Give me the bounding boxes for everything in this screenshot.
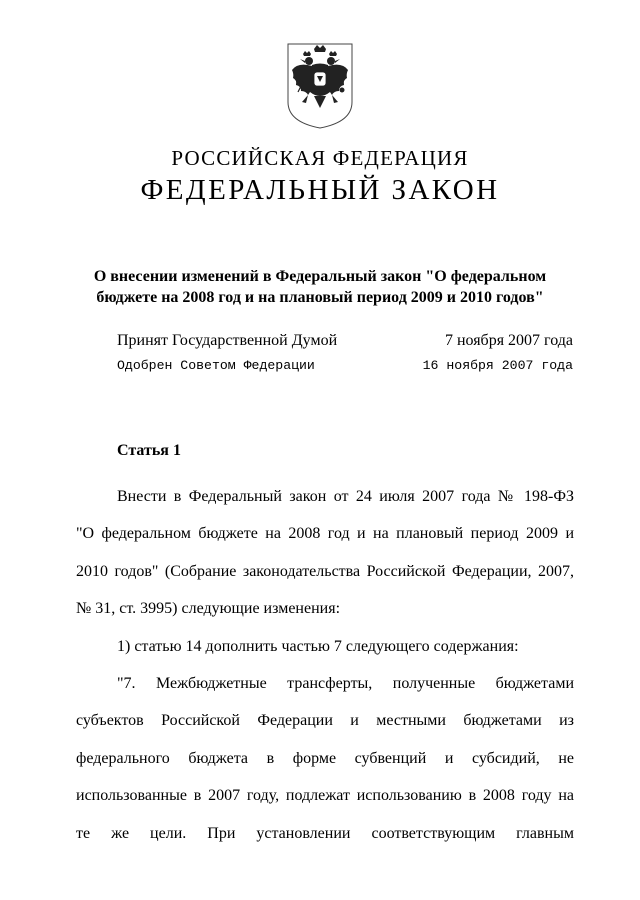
council-date: 16 ноября 2007 года <box>422 358 573 373</box>
duma-label: Принят Государственной Думой <box>117 332 338 349</box>
text-line: 1) статью 14 дополнить частью 7 следующего содержания: <box>117 637 519 655</box>
article-heading: Статья 1 <box>117 442 181 459</box>
duma-date: 7 ноября 2007 года <box>444 332 573 349</box>
law-title-line: О внесении изменений в Федеральный закон "О федеральном <box>93 268 547 285</box>
text-line: субъектов Российской Федерации и местными бюджетами из <box>76 712 574 730</box>
article-body <box>76 485 574 859</box>
text-line: те же цели. При установлении соответствующим главным <box>76 824 574 842</box>
text-line: "7. Межбюджетные трансферты, полученные бюджетами <box>117 674 574 692</box>
text-line: № 31, ст. 3995) следующие изменения: <box>76 600 341 618</box>
country-name: РОССИЙСКАЯ ФЕДЕРАЦИЯ <box>171 146 469 170</box>
text-line: Внести в Федеральный закон от 24 июля 2007 года № 198-ФЗ <box>117 488 574 505</box>
coat-of-arms-icon <box>284 40 356 130</box>
adoption-council-row <box>117 356 573 376</box>
text-line: 2010 годов" (Собрание законодательства Российской Федерации, 2007, <box>76 562 574 580</box>
text-line: федерального бюджета в форме субвенций и субсидий, не <box>76 749 574 767</box>
council-label: Одобрен Советом Федерации <box>117 358 315 373</box>
text-line: использованные в 2007 году, подлежат использованию в 2008 году на <box>76 787 574 805</box>
adoption-duma-row <box>117 331 573 351</box>
law-title-line: бюджете на 2008 год и на плановый период 2009 и 2010 годов" <box>96 289 544 306</box>
document-type: ФЕДЕРАЛЬНЫЙ ЗАКОН <box>140 174 500 206</box>
text-line: "О федеральном бюджете на 2008 год и на плановый период 2009 и <box>76 525 574 543</box>
law-title <box>0 266 640 308</box>
